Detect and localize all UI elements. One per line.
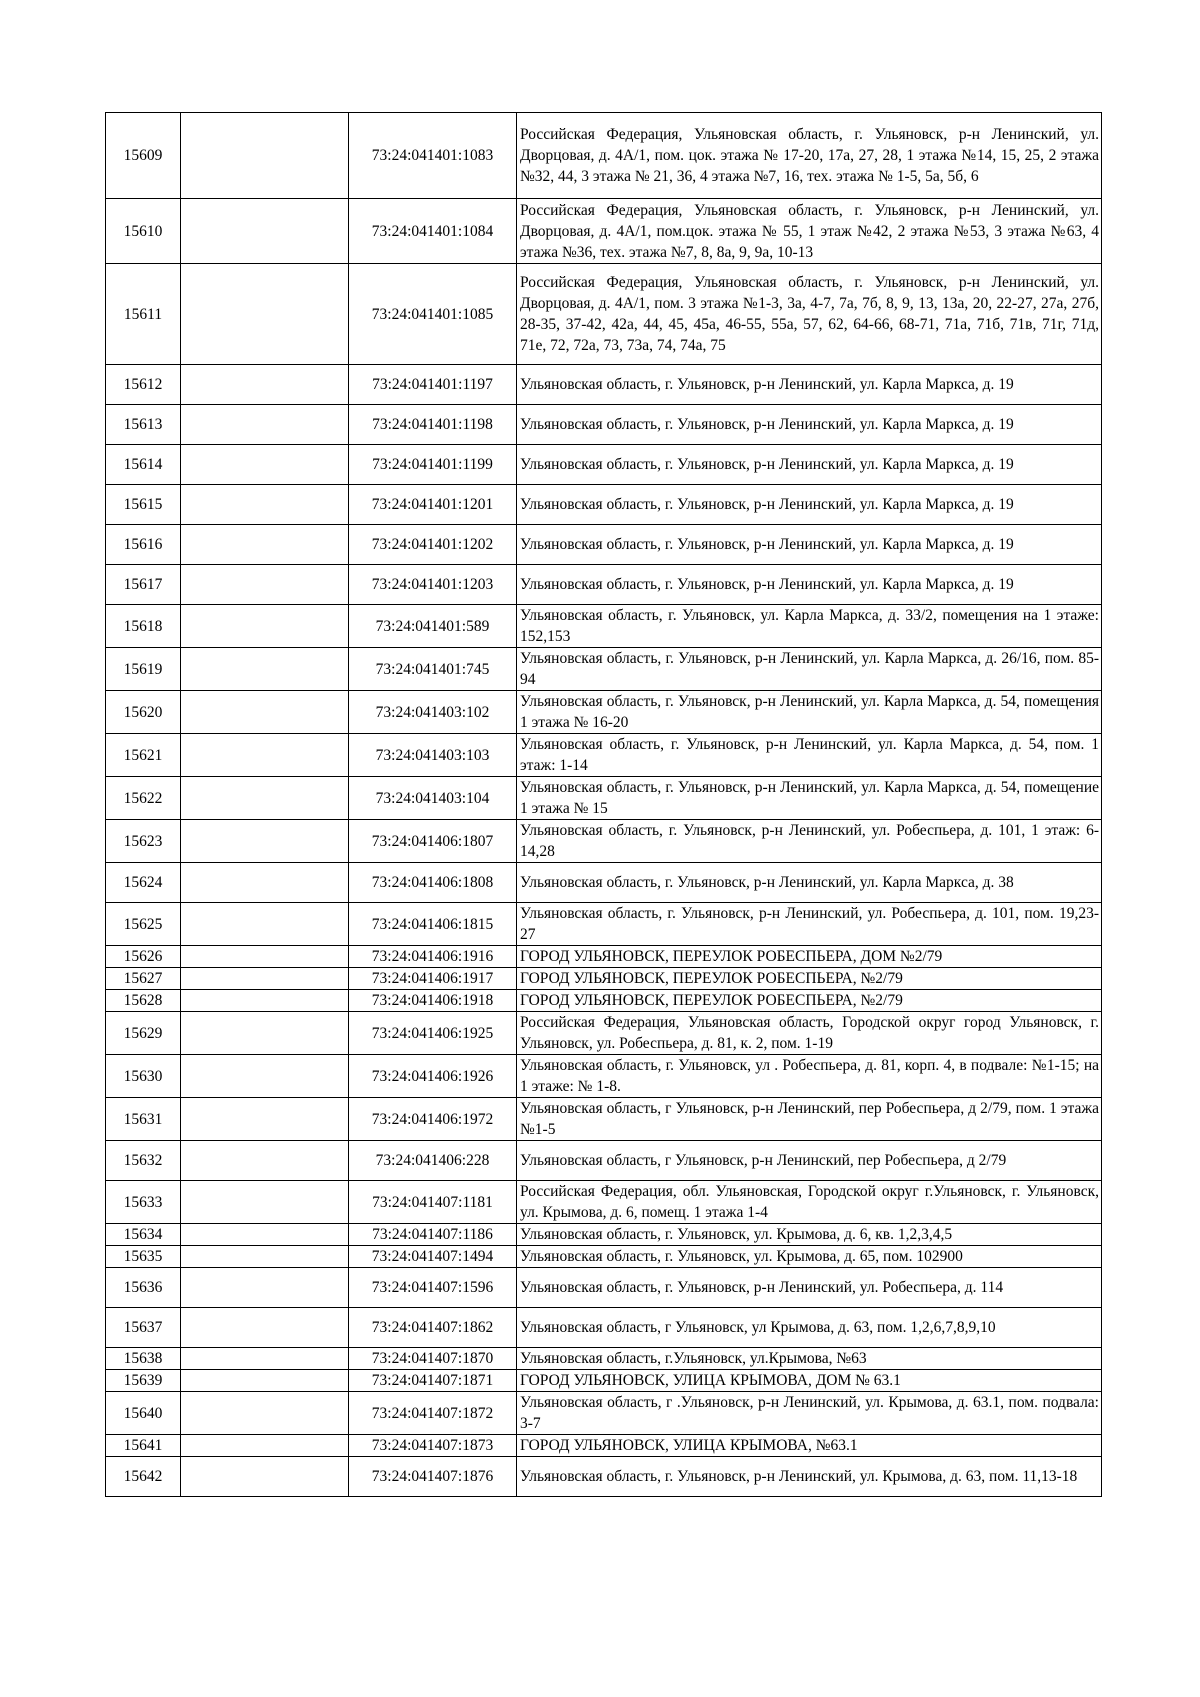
table-row (106, 691, 1102, 734)
empty-cell (181, 946, 349, 968)
address: Ульяновская область, г. Ульяновск, р-н Ленинский, ул. Карла Маркса, д. 19 (517, 405, 1102, 445)
cadastral-number: 73:24:041407:1872 (349, 1392, 517, 1435)
empty-cell (181, 365, 349, 405)
row-number: 15616 (106, 525, 181, 565)
empty-cell (181, 734, 349, 777)
empty-cell (181, 1012, 349, 1055)
row-number: 15614 (106, 445, 181, 485)
table-row (106, 1012, 1102, 1055)
table-row (106, 199, 1102, 264)
empty-cell (181, 605, 349, 648)
row-number: 15638 (106, 1348, 181, 1370)
empty-cell (181, 1457, 349, 1497)
row-number: 15612 (106, 365, 181, 405)
row-number: 15620 (106, 691, 181, 734)
table-row (106, 946, 1102, 968)
row-number: 15621 (106, 734, 181, 777)
cadastral-number: 73:24:041401:1198 (349, 405, 517, 445)
address: Ульяновская область, г.Ульяновск, ул.Крымова, №63 (517, 1348, 1102, 1370)
empty-cell (181, 968, 349, 990)
address: ГОРОД УЛЬЯНОВСК, УЛИЦА КРЫМОВА, №63.1 (517, 1435, 1102, 1457)
address: Ульяновская область, г. Ульяновск, р-н Ленинский, ул. Карла Маркса, д. 19 (517, 365, 1102, 405)
table-row (106, 1392, 1102, 1435)
cadastral-number: 73:24:041403:102 (349, 691, 517, 734)
row-number: 15622 (106, 777, 181, 820)
cadastral-number: 73:24:041401:1197 (349, 365, 517, 405)
address: ГОРОД УЛЬЯНОВСК, ПЕРЕУЛОК РОБЕСПЬЕРА, №2/79 (517, 990, 1102, 1012)
empty-cell (181, 485, 349, 525)
address: Ульяновская область, г. Ульяновск, ул . Робеспьера, д. 81, корп. 4, в подвале: №1-15; на 1 этаже: № 1-8. (517, 1055, 1102, 1098)
table-row (106, 734, 1102, 777)
cadastral-number: 73:24:041401:1084 (349, 199, 517, 264)
empty-cell (181, 1268, 349, 1308)
address: Ульяновская область, г. Ульяновск, р-н Ленинский, ул. Карла Маркса, д. 54, помещение 1 этажа № 15 (517, 777, 1102, 820)
address: Ульяновская область, г. Ульяновск, р-н Ленинский, ул. Карла Маркса, д. 54, пом. 1 этаж: 1-14 (517, 734, 1102, 777)
address: Ульяновская область, г. Ульяновск, р-н Ленинский, ул. Крымова, д. 63, пом. 11,13-18 (517, 1457, 1102, 1497)
address: Ульяновская область, г Ульяновск, ул Крымова, д. 63, пом. 1,2,6,7,8,9,10 (517, 1308, 1102, 1348)
table-row (106, 485, 1102, 525)
row-number: 15624 (106, 863, 181, 903)
empty-cell (181, 691, 349, 734)
cadastral-number: 73:24:041406:1918 (349, 990, 517, 1012)
row-number: 15629 (106, 1012, 181, 1055)
table-row (106, 1435, 1102, 1457)
address: ГОРОД УЛЬЯНОВСК, ПЕРЕУЛОК РОБЕСПЬЕРА, ДОМ №2/79 (517, 946, 1102, 968)
empty-cell (181, 199, 349, 264)
cadastral-number: 73:24:041406:1916 (349, 946, 517, 968)
empty-cell (181, 113, 349, 199)
table-row (106, 405, 1102, 445)
cadastral-number: 73:24:041407:1876 (349, 1457, 517, 1497)
row-number: 15641 (106, 1435, 181, 1457)
row-number: 15630 (106, 1055, 181, 1098)
empty-cell (181, 990, 349, 1012)
row-number: 15626 (106, 946, 181, 968)
table-row (106, 1457, 1102, 1497)
address: Ульяновская область, г. Ульяновск, р-н Ленинский, ул. Карла Маркса, д. 19 (517, 565, 1102, 605)
address: Ульяновская область, г. Ульяновск, р-н Ленинский, ул. Робеспьера, д. 114 (517, 1268, 1102, 1308)
cadastral-number: 73:24:041407:1181 (349, 1181, 517, 1224)
address: Ульяновская область, г. Ульяновск, р-н Ленинский, ул. Карла Маркса, д. 19 (517, 445, 1102, 485)
empty-cell (181, 1370, 349, 1392)
empty-cell (181, 1224, 349, 1246)
row-number: 15631 (106, 1098, 181, 1141)
cadastral-number: 73:24:041406:1925 (349, 1012, 517, 1055)
cadastral-number: 73:24:041406:228 (349, 1141, 517, 1181)
row-number: 15611 (106, 264, 181, 365)
row-number: 15613 (106, 405, 181, 445)
empty-cell (181, 1141, 349, 1181)
address: Российская Федерация, Ульяновская область, г. Ульяновск, р-н Ленинский, ул. Дворцовая, д. 4А/1, пом.цок. этажа № 55, 1 этаж №42, 2 этажа №53, 3 этажа №63, 4 этажа №36, тех. этажа №7, 8, 8а, 9, 9а, 10-13 (517, 199, 1102, 264)
address: Российская Федерация, Ульяновская область, г. Ульяновск, р-н Ленинский, ул. Дворцовая, д. 4А/1, пом. 3 этажа №1-3, 3а, 4-7, 7а, 7б, 8, 9, 13, 13а, 20, 22-27, 27а, 27б, 28-35, 37-42, 42а, 44, 45, 45а, 46-55, 55а, 57, 62, 64-66, 68-71, 71а, 71б, 71в, 71г, 71д, 71е, 72, 72а, 73, 73а, 74, 74а, 75 (517, 264, 1102, 365)
row-number: 15642 (106, 1457, 181, 1497)
cadastral-number: 73:24:041403:103 (349, 734, 517, 777)
row-number: 15609 (106, 113, 181, 199)
address: Ульяновская область, г. Ульяновск, ул. Крымова, д. 6, кв. 1,2,3,4,5 (517, 1224, 1102, 1246)
row-number: 15637 (106, 1308, 181, 1348)
address: Ульяновская область, г. Ульяновск, р-н Ленинский, ул. Карла Маркса, д. 54, помещения 1 этажа № 16-20 (517, 691, 1102, 734)
table-row (106, 1348, 1102, 1370)
table-row (106, 1098, 1102, 1141)
address: Ульяновская область, г. Ульяновск, р-н Ленинский, ул. Робеспьера, д. 101, пом. 19,23-27 (517, 903, 1102, 946)
cadastral-number: 73:24:041406:1926 (349, 1055, 517, 1098)
row-number: 15610 (106, 199, 181, 264)
address: Ульяновская область, г. Ульяновск, р-н Ленинский, ул. Карла Маркса, д. 38 (517, 863, 1102, 903)
row-number: 15635 (106, 1246, 181, 1268)
table-row (106, 1246, 1102, 1268)
row-number: 15628 (106, 990, 181, 1012)
table-row (106, 605, 1102, 648)
table-row (106, 1268, 1102, 1308)
cadastral-number: 73:24:041401:1199 (349, 445, 517, 485)
address: Ульяновская область, г. Ульяновск, ул. Карла Маркса, д. 33/2, помещения на 1 этаже: 152,153 (517, 605, 1102, 648)
table-row (106, 1224, 1102, 1246)
table-row (106, 1181, 1102, 1224)
table-row (106, 820, 1102, 863)
row-number: 15639 (106, 1370, 181, 1392)
row-number: 15615 (106, 485, 181, 525)
row-number: 15623 (106, 820, 181, 863)
address: Ульяновская область, г. Ульяновск, р-н Ленинский, ул. Карла Маркса, д. 26/16, пом. 85-94 (517, 648, 1102, 691)
address: Российская Федерация, обл. Ульяновская, Городской округ г.Ульяновск, г. Ульяновск, ул. Крымова, д. 6, помещ. 1 этажа 1-4 (517, 1181, 1102, 1224)
cadastral-number: 73:24:041407:1873 (349, 1435, 517, 1457)
table-row (106, 1055, 1102, 1098)
cadastral-number: 73:24:041406:1808 (349, 863, 517, 903)
row-number: 15617 (106, 565, 181, 605)
cadastral-number: 73:24:041403:104 (349, 777, 517, 820)
address: ГОРОД УЛЬЯНОВСК, УЛИЦА КРЫМОВА, ДОМ № 63.1 (517, 1370, 1102, 1392)
empty-cell (181, 1435, 349, 1457)
table-row (106, 990, 1102, 1012)
address: Ульяновская область, г. Ульяновск, ул. Крымова, д. 65, пом. 102900 (517, 1246, 1102, 1268)
cadastral-number: 73:24:041401:745 (349, 648, 517, 691)
cadastral-number: 73:24:041401:1085 (349, 264, 517, 365)
table-row (106, 365, 1102, 405)
table-row (106, 777, 1102, 820)
cadastral-number: 73:24:041406:1972 (349, 1098, 517, 1141)
table-row (106, 1308, 1102, 1348)
empty-cell (181, 1098, 349, 1141)
row-number: 15634 (106, 1224, 181, 1246)
empty-cell (181, 820, 349, 863)
address: Ульяновская область, г .Ульяновск, р-н Ленинский, ул. Крымова, д. 63.1, пом. подвала: 3-7 (517, 1392, 1102, 1435)
cadastral-number: 73:24:041407:1862 (349, 1308, 517, 1348)
registry-table-body (106, 113, 1102, 1497)
empty-cell (181, 445, 349, 485)
table-row (106, 565, 1102, 605)
empty-cell (181, 648, 349, 691)
empty-cell (181, 1181, 349, 1224)
empty-cell (181, 1308, 349, 1348)
empty-cell (181, 525, 349, 565)
cadastral-number: 73:24:041401:589 (349, 605, 517, 648)
address: Ульяновская область, г. Ульяновск, р-н Ленинский, ул. Карла Маркса, д. 19 (517, 525, 1102, 565)
registry-table (105, 112, 1102, 1497)
empty-cell (181, 903, 349, 946)
document-page (105, 112, 1101, 1497)
row-number: 15625 (106, 903, 181, 946)
cadastral-number: 73:24:041406:1917 (349, 968, 517, 990)
empty-cell (181, 1348, 349, 1370)
address: ГОРОД УЛЬЯНОВСК, ПЕРЕУЛОК РОБЕСПЬЕРА, №2/79 (517, 968, 1102, 990)
address: Российская Федерация, Ульяновская область, г. Ульяновск, р-н Ленинский, ул. Дворцовая, д. 4А/1, пом. цок. этажа № 17-20, 17а, 27, 28, 1 этажа №14, 15, 25, 2 этажа №32, 44, 3 этажа № 21, 36, 4 этажа №7, 16, тех. этажа № 1-5, 5а, 5б, 6 (517, 113, 1102, 199)
row-number: 15619 (106, 648, 181, 691)
row-number: 15636 (106, 1268, 181, 1308)
cadastral-number: 73:24:041407:1870 (349, 1348, 517, 1370)
address: Ульяновская область, г Ульяновск, р-н Ленинский, пер Робеспьера, д 2/79 (517, 1141, 1102, 1181)
cadastral-number: 73:24:041401:1203 (349, 565, 517, 605)
row-number: 15633 (106, 1181, 181, 1224)
table-row (106, 445, 1102, 485)
address: Российская Федерация, Ульяновская область, Городской округ город Ульяновск, г. Ульяновск, ул. Робеспьера, д. 81, к. 2, пом. 1-19 (517, 1012, 1102, 1055)
cadastral-number: 73:24:041407:1871 (349, 1370, 517, 1392)
cadastral-number: 73:24:041407:1186 (349, 1224, 517, 1246)
table-row (106, 863, 1102, 903)
cadastral-number: 73:24:041406:1815 (349, 903, 517, 946)
empty-cell (181, 863, 349, 903)
empty-cell (181, 777, 349, 820)
table-row (106, 525, 1102, 565)
empty-cell (181, 1392, 349, 1435)
table-row (106, 1141, 1102, 1181)
row-number: 15640 (106, 1392, 181, 1435)
table-row (106, 1370, 1102, 1392)
address: Ульяновская область, г. Ульяновск, р-н Ленинский, ул. Карла Маркса, д. 19 (517, 485, 1102, 525)
empty-cell (181, 405, 349, 445)
address: Ульяновская область, г. Ульяновск, р-н Ленинский, ул. Робеспьера, д. 101, 1 этаж: 6-14,28 (517, 820, 1102, 863)
cadastral-number: 73:24:041401:1083 (349, 113, 517, 199)
empty-cell (181, 1246, 349, 1268)
row-number: 15627 (106, 968, 181, 990)
row-number: 15618 (106, 605, 181, 648)
cadastral-number: 73:24:041406:1807 (349, 820, 517, 863)
empty-cell (181, 565, 349, 605)
empty-cell (181, 1055, 349, 1098)
table-row (106, 968, 1102, 990)
cadastral-number: 73:24:041407:1494 (349, 1246, 517, 1268)
row-number: 15632 (106, 1141, 181, 1181)
table-row (106, 648, 1102, 691)
cadastral-number: 73:24:041407:1596 (349, 1268, 517, 1308)
table-row (106, 113, 1102, 199)
cadastral-number: 73:24:041401:1202 (349, 525, 517, 565)
table-row (106, 264, 1102, 365)
address: Ульяновская область, г Ульяновск, р-н Ленинский, пер Робеспьера, д 2/79, пом. 1 этажа №1-5 (517, 1098, 1102, 1141)
cadastral-number: 73:24:041401:1201 (349, 485, 517, 525)
empty-cell (181, 264, 349, 365)
table-row (106, 903, 1102, 946)
